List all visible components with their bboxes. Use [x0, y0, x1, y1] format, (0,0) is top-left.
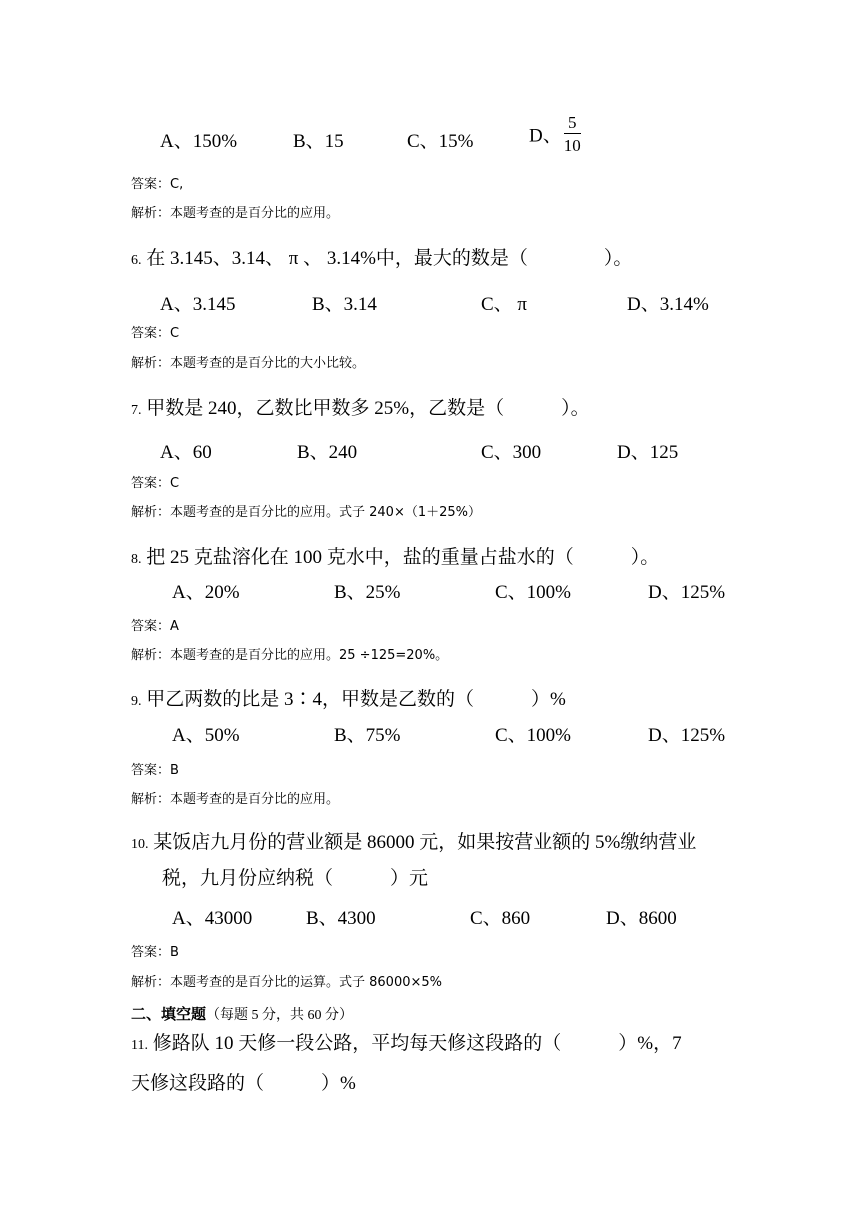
question-text-line-1: 修路队 10 天修一段公路，平均每天修这段路的（ ）%，7 [152, 1033, 682, 1054]
question-11 [131, 1028, 682, 1055]
section-2-heading [131, 1003, 353, 1024]
q6-analysis: 解析：本题考查的是百分比的大小比较。 [131, 356, 366, 371]
fraction-numerator: 5 [564, 114, 581, 134]
question-7 [131, 393, 590, 420]
q10-option-a: A、43000 [172, 908, 253, 929]
q8-analysis: 解析：本题考查的是百分比的应用。25 ÷125=20%。 [131, 648, 449, 663]
q8-option-a: A、20% [172, 582, 240, 603]
question-number: 10. [131, 837, 149, 852]
q5-option-d-fraction [564, 114, 581, 154]
q7-option-d: D、125 [617, 442, 679, 463]
q8-option-c: C、100% [495, 582, 572, 603]
question-10 [131, 827, 696, 854]
question-6 [131, 243, 632, 270]
fraction-denominator: 10 [563, 136, 581, 155]
q5-analysis: 解析：本题考查的是百分比的应用。 [131, 206, 340, 221]
q8-option-d: D、125% [648, 582, 726, 603]
q9-option-d: D、125% [648, 725, 726, 746]
q9-option-b: B、75% [334, 725, 401, 746]
q7-option-c: C、300 [481, 442, 542, 463]
q5-option-c: C、15% [407, 131, 474, 152]
question-text: 在 3.145、3.14、 π 、 3.14%中，最大的数是（ ）。 [146, 248, 633, 269]
q9-option-c: C、100% [495, 725, 572, 746]
q7-option-a: A、60 [160, 442, 212, 463]
q10-option-d: D、8600 [606, 908, 677, 929]
question-text-line-1: 某饭店九月份的营业额是 86000 元，如果按营业额的 5%缴纳营业 [153, 832, 697, 853]
q6-answer: 答案：C [131, 326, 180, 341]
q10-option-c: C、860 [470, 908, 531, 929]
question-number: 9. [131, 694, 142, 709]
q6-option-d: D、3.14% [627, 294, 709, 315]
q6-option-b: B、3.14 [312, 294, 377, 315]
q9-analysis: 解析：本题考查的是百分比的应用。 [131, 792, 340, 807]
question-11-text-line-2: 天修这段路的（ ）% [131, 1073, 356, 1094]
section-note: （每题 5 分，共 60 分） [206, 1008, 354, 1023]
q8-answer: 答案：A [131, 619, 179, 634]
section-title: 二、填空题 [131, 1005, 207, 1023]
q9-answer: 答案：B [131, 763, 179, 778]
q10-option-b: B、4300 [306, 908, 376, 929]
question-number: 6. [131, 253, 142, 268]
question-9 [131, 684, 566, 711]
q5-option-d-label: D、 [529, 125, 562, 147]
q7-analysis: 解析：本题考查的是百分比的应用。式子 240×（1＋25%） [131, 505, 482, 520]
q10-answer: 答案：B [131, 945, 179, 960]
q7-answer: 答案：C [131, 476, 180, 491]
question-number: 8. [131, 552, 142, 567]
q5-option-b: B、15 [293, 131, 344, 152]
question-10-text-line-2: 税，九月份应纳税（ ）元 [162, 868, 429, 889]
question-number: 11. [131, 1038, 148, 1053]
question-8 [131, 542, 659, 569]
q10-analysis: 解析：本题考查的是百分比的运算。式子 86000×5% [131, 975, 443, 990]
q8-option-b: B、25% [334, 582, 401, 603]
q5-option-a: A、150% [160, 131, 238, 152]
q6-option-a: A、3.145 [160, 294, 236, 315]
q5-answer: 答案：C, [131, 177, 184, 192]
q5-option-d [529, 114, 581, 154]
q9-option-a: A、50% [172, 725, 240, 746]
question-text: 甲数是 240，乙数比甲数多 25%，乙数是（ ）。 [146, 398, 590, 419]
question-number: 7. [131, 403, 142, 418]
q6-option-c: C、 π [481, 294, 528, 315]
q7-option-b: B、240 [297, 442, 358, 463]
question-text: 甲乙两数的比是 3∶4，甲数是乙数的（ ）% [146, 689, 566, 710]
question-text: 把 25 克盐溶化在 100 克水中，盐的重量占盐水的（ ）。 [146, 547, 660, 568]
